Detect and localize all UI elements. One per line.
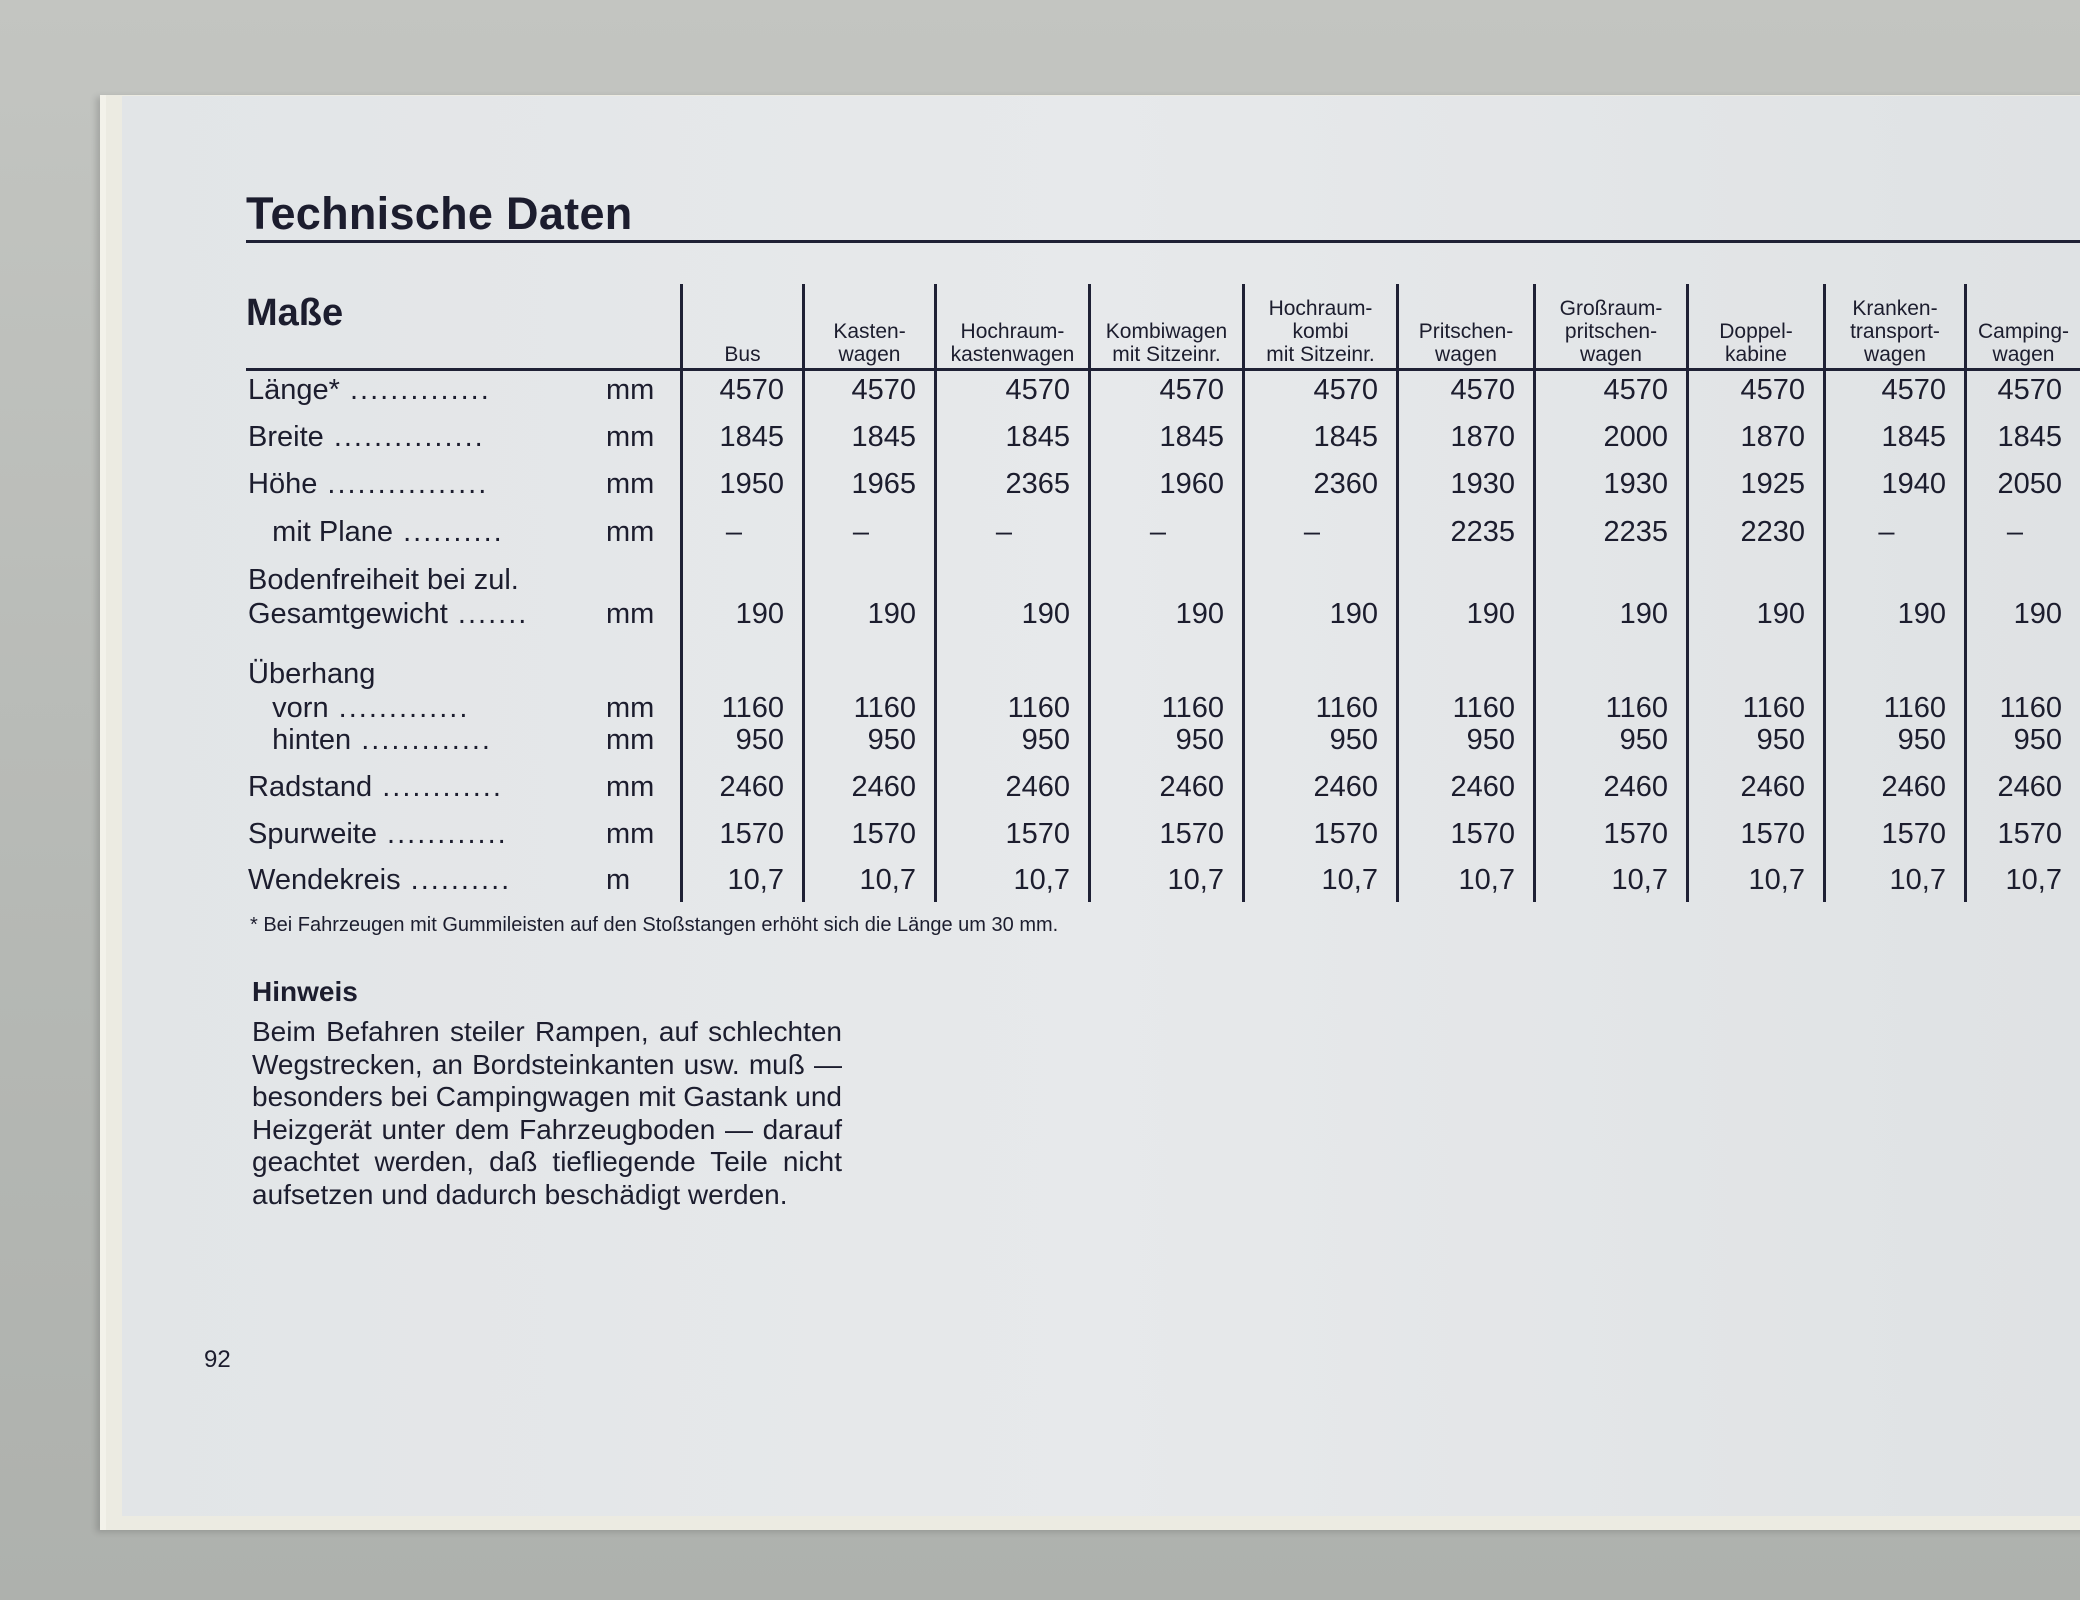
- table-cell: 2000: [1603, 421, 1668, 453]
- table-cell: 950: [1619, 724, 1668, 756]
- table-cell: 10,7: [859, 864, 916, 896]
- table-cell: 4570: [1740, 374, 1805, 406]
- table-cell: 190: [1329, 598, 1378, 630]
- hint-title: Hinweis: [252, 976, 358, 1007]
- table-cell: 1960: [1159, 468, 1224, 500]
- row-unit: mm: [606, 692, 655, 724]
- table-cell: 4570: [1313, 374, 1378, 406]
- table-cell: 1160: [1883, 692, 1946, 724]
- table-cell: 4570: [719, 374, 784, 406]
- row-unit: mm: [606, 818, 655, 850]
- table-cell: 1570: [1997, 818, 2062, 850]
- table-cell: 2360: [1313, 468, 1378, 500]
- table-cell: 950: [1466, 724, 1515, 756]
- table-cell: 10,7: [1458, 864, 1515, 896]
- column-divider: [1242, 284, 1245, 902]
- leader-dots: .............: [351, 724, 492, 756]
- table-cell: 2230: [1740, 516, 1805, 548]
- table-cell: 1870: [1740, 421, 1805, 453]
- table-cell: 2460: [1450, 771, 1515, 803]
- table-cell: 10,7: [1611, 864, 1668, 896]
- table-cell: 1570: [1005, 818, 1070, 850]
- row-label: Radstand ............: [248, 771, 503, 803]
- row-label: Länge* ..............: [248, 374, 491, 406]
- table-cell: 1160: [1007, 692, 1070, 724]
- leader-dots: ..........: [393, 516, 504, 548]
- table-cell: 1845: [1005, 421, 1070, 453]
- table-cell: 10,7: [1748, 864, 1805, 896]
- table-cell: 10,7: [727, 864, 784, 896]
- book-page: [122, 96, 2080, 1516]
- leader-dots: ............: [376, 818, 508, 850]
- table-cell: 4570: [1603, 374, 1668, 406]
- column-divider: [1396, 284, 1399, 902]
- row-unit: mm: [606, 598, 655, 630]
- table-cell: –: [995, 516, 1013, 548]
- leader-dots: ............: [372, 771, 503, 803]
- table-cell: 1160: [721, 692, 784, 724]
- leader-dots: ...............: [323, 421, 485, 453]
- table-cell: 190: [867, 598, 916, 630]
- table-cell: 190: [1897, 598, 1946, 630]
- table-cell: 1845: [1881, 421, 1946, 453]
- table-cell: 1940: [1881, 468, 1946, 500]
- row-label: Breite ...............: [248, 421, 485, 453]
- leader-dots: .............: [328, 692, 470, 724]
- table-cell: 190: [1175, 598, 1224, 630]
- table-cell: 1845: [851, 421, 916, 453]
- row-unit: mm: [606, 421, 655, 453]
- table-cell: 1160: [1742, 692, 1805, 724]
- table-cell: 1160: [1452, 692, 1515, 724]
- table-cell: 190: [1619, 598, 1668, 630]
- header-rule: [246, 368, 2080, 371]
- row-label: mit Plane ..........: [248, 516, 504, 548]
- table-cell: 10,7: [2005, 864, 2062, 896]
- table-cell: 190: [2013, 598, 2062, 630]
- table-cell: 190: [1466, 598, 1515, 630]
- table-cell: 190: [1756, 598, 1805, 630]
- page-number: 92: [204, 1346, 231, 1373]
- hint-text: Beim Befahren steiler Rampen, auf schlechten Wegstrecken, an Bordsteinkanten usw. muß — besonders bei Campingwagen mit Gastank und Heizgerät unter dem Fahrzeugboden — darauf geachtet werden, daß tiefliegende Teile nicht aufsetzen und dadurch beschädigt werden.: [252, 1016, 842, 1210]
- table-cell: 1845: [719, 421, 784, 453]
- table-cell: 950: [1897, 724, 1946, 756]
- table-cell: 2460: [1159, 771, 1224, 803]
- table-cell: 2365: [1005, 468, 1070, 500]
- table-cell: 1570: [1450, 818, 1515, 850]
- table-cell: 950: [1756, 724, 1805, 756]
- table-cell: 2460: [851, 771, 916, 803]
- table-cell: 10,7: [1013, 864, 1070, 896]
- column-header: Hochraum- kastenwagen: [950, 320, 1075, 366]
- table-cell: 1160: [1161, 692, 1224, 724]
- table-cell: 2460: [719, 771, 784, 803]
- table-cell: 1570: [719, 818, 784, 850]
- row-unit: m: [606, 864, 631, 896]
- table-cell: 1930: [1603, 468, 1668, 500]
- table-cell: 1570: [1881, 818, 1946, 850]
- table-cell: 1160: [853, 692, 916, 724]
- footnote: * Bei Fahrzeugen mit Gummileisten auf den Stoßstangen erhöht sich die Länge um 30 mm.: [250, 914, 1059, 936]
- table-cell: 4570: [1997, 374, 2062, 406]
- table-cell: 1570: [1313, 818, 1378, 850]
- table-cell: 950: [1329, 724, 1378, 756]
- table-cell: –: [1878, 516, 1895, 548]
- column-header: Kombiwagen mit Sitzeinr.: [1105, 320, 1228, 366]
- table-cell: 1160: [1315, 692, 1378, 724]
- row-label: Gesamtgewicht .......: [248, 598, 529, 630]
- table-cell: 1160: [1999, 692, 2062, 724]
- column-divider: [1088, 284, 1091, 902]
- row-label: Wendekreis ..........: [248, 864, 512, 896]
- column-header: Camping- wagen: [1977, 320, 2070, 366]
- row-unit: mm: [606, 516, 655, 548]
- table-cell: 950: [2013, 724, 2062, 756]
- row-label: Spurweite ............: [248, 818, 508, 850]
- table-cell: 1845: [1997, 421, 2062, 453]
- table-cell: 2460: [1005, 771, 1070, 803]
- table-cell: 950: [735, 724, 784, 756]
- column-header: Pritschen- wagen: [1418, 320, 1514, 366]
- table-cell: 4570: [1881, 374, 1946, 406]
- table-cell: 190: [735, 598, 784, 630]
- column-header: Bus: [724, 343, 761, 366]
- table-cell: –: [1149, 516, 1167, 548]
- table-cell: 2460: [1603, 771, 1668, 803]
- table-cell: 1160: [1605, 692, 1668, 724]
- table-cell: 10,7: [1321, 864, 1378, 896]
- table-cell: 10,7: [1889, 864, 1946, 896]
- column-divider: [1686, 284, 1689, 902]
- column-header: Großraum- pritschen- wagen: [1559, 297, 1663, 366]
- leader-dots: .......: [447, 598, 529, 630]
- table-cell: 190: [1021, 598, 1070, 630]
- section-heading: Maße: [246, 292, 344, 334]
- table-cell: 4570: [1005, 374, 1070, 406]
- column-divider: [1533, 284, 1536, 902]
- table-cell: 4570: [1159, 374, 1224, 406]
- row-label: Bodenfreiheit bei zul.: [248, 564, 519, 596]
- table-cell: 1965: [851, 468, 916, 500]
- table-cell: 2050: [1997, 468, 2062, 500]
- row-label: hinten .............: [248, 724, 492, 756]
- leader-dots: ..............: [339, 374, 491, 406]
- table-cell: 1570: [1603, 818, 1668, 850]
- leader-dots: ................: [317, 468, 489, 500]
- title-rule: [246, 240, 2080, 243]
- table-cell: 950: [867, 724, 916, 756]
- table-cell: –: [725, 516, 743, 548]
- column-header: Hochraum- kombi mit Sitzeinr.: [1266, 297, 1375, 366]
- table-cell: 1845: [1313, 421, 1378, 453]
- row-unit: mm: [606, 724, 655, 756]
- table-cell: 2460: [1997, 771, 2062, 803]
- column-divider: [802, 284, 805, 902]
- table-cell: 2235: [1603, 516, 1668, 548]
- table-cell: –: [852, 516, 870, 548]
- column-header: Kasten- wagen: [833, 320, 906, 366]
- column-header: Kranken- transport- wagen: [1850, 297, 1940, 366]
- table-cell: 2460: [1740, 771, 1805, 803]
- table-cell: 2235: [1450, 516, 1515, 548]
- row-label: Überhang: [248, 658, 376, 690]
- table-cell: 4570: [1450, 374, 1515, 406]
- table-cell: 1570: [1159, 818, 1224, 850]
- row-unit: mm: [606, 771, 655, 803]
- table-cell: 1570: [1740, 818, 1805, 850]
- column-header: Doppel- kabine: [1719, 320, 1793, 366]
- row-label: vorn .............: [248, 692, 470, 724]
- table-cell: 1870: [1450, 421, 1515, 453]
- table-cell: 2460: [1313, 771, 1378, 803]
- table-cell: 1930: [1450, 468, 1515, 500]
- table-cell: 4570: [851, 374, 916, 406]
- row-unit: mm: [606, 374, 655, 406]
- column-divider: [934, 284, 937, 902]
- column-divider: [1964, 284, 1967, 902]
- table-cell: 10,7: [1167, 864, 1224, 896]
- table-cell: 1925: [1740, 468, 1805, 500]
- row-unit: mm: [606, 468, 655, 500]
- page-title: Technische Daten: [246, 188, 633, 239]
- table-cell: –: [2006, 516, 2024, 548]
- table-cell: 2460: [1881, 771, 1946, 803]
- table-cell: 950: [1021, 724, 1070, 756]
- leader-dots: ..........: [400, 864, 512, 896]
- row-label: Höhe ................: [248, 468, 489, 500]
- table-cell: –: [1303, 516, 1321, 548]
- table-cell: 1845: [1159, 421, 1224, 453]
- column-divider: [1823, 284, 1826, 902]
- table-cell: 1570: [851, 818, 916, 850]
- table-cell: 950: [1175, 724, 1224, 756]
- table-cell: 1950: [719, 468, 784, 500]
